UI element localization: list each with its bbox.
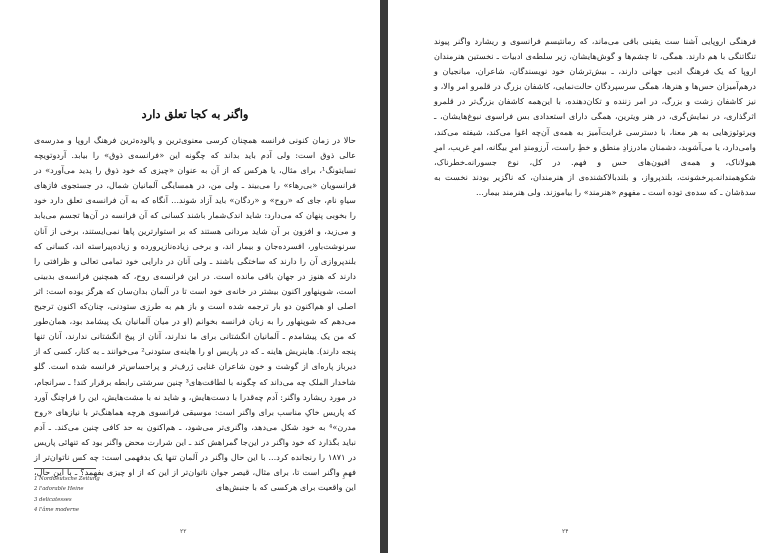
left-body-paragraph: حالا در زمان کنونی فرانسه همچنان کرسی معنوی‌ترین و پالوده‌ترین فرهنگ اروپا و مدرسه‌ی عالی ذوق است: ولی آدم باید بداند که چگونه این «فرانسه‌ی ذوق» را بیابد. آردوتویچه تسایتونگ¹، برای مثال، یا هرکس که از آن به عنوان «چیزی که خود ذوق را پدید می‌آورد» در فرانسویان «بی‌رهاء» را می‌بیند ـ ولی من، در همسایگی آلمانیان شمال، در جستجوی فازهای سیاهِ نام، جای که «روح» و «ردگان» باید آزاد شوند... آنگاه که به آن فرانسه‌ی تعلق دارد خود را بخوبی پنهان که می‌دارد: شاید اندک‌شمار باشند کسانی که آن فرانسه در آن‌ها تجسم می‌یابد و می‌زید، و افزون بر آن شاید مردانی هستند که بر استوارترین پاها نمی‌ایستند، برخی از آنان سرنوشت‌باور، افسرده‌جان و بیمار اند، و برخی زیاده‌نازپرورده و زیاده‌پیراسته اند، کسانی که بلندپروازی آن را دارند که ساختگی باشند ـ ولی آنان در دارایی خود تمامی تعالی و ظرافتی را دارند که هنوز در جهان باقی مانده است. در این فرانسه‌ی روح، که همچنین فرانسه‌ی بدبینی است، شوپنهاور اکنون بیشتر در خانه‌ی خود است تا در آلمان بدان‌سان که هرگز بوده است: اثر اصلی او هم‌اکنون دو بار ترجمه شده است و باز هم به طرزی ستودنی، چنان‌که اکنون ترجیح می‌دهم که شوپنهاور را به زبان فرانسه بخوانم (او در میان آلمانیان یک پیشامد بود، همان‌طور که من یک پیشامدم ـ آلمانیان انگشتانی برای ما ندارند، آنان از پیخ انگشتانی ندارند، آنان تنها پنجه دارند). هاینریش هاینه ـ که در پاریس او را هاینه‌ی ستودنی² می‌خوانند ـ به کنار، کسی که از دیرباز پاره‌ای از گوشت و خون شاعران غنایی ژرف‌تر و پراحساس‌تر فرانسه شده است. گلو شاخدار الملک چه می‌داند که چگونه با لطافت‌های³ چنین سرشتی رابطه برقرار کند! ـ سرانجام، در مورد ریشارد واگنر: آدم چه‌قدرا با دست‌هایش، و شاید نه با مشت‌هایش، این را فراچنگ آورد که پاریس خاکِ مناسب برای واگنر است: موسیقی فرانسوی هرچه هماهنگ‌تر با نیازهای «روح مدرن»⁴ به خود شکل می‌دهد، واگنری‌تر می‌شود، ـ هم‌اکنون به حد کافی چنین می‌کند. ـ آدم نباید بگذارد که خود واگنر در این‌جا گمراهش کند ـ این شرارت محض واگنر بود که تنهائی پاریس در ۱۸۷۱ را رنجانده کرد... با این حال واگنر در آلمان تنها یک بدفهمی است: چه کس ناتوان‌تر از فهمِ واگنر است تا، برای مثال، قیصر جوان ناتوان‌تر از این که از او چیزی بفهمد؟ ـ با این حال، این واقعیت برای هرکسی که با جنبش‌های [34, 135, 357, 493]
footnote-divider [34, 468, 96, 469]
book-gutter [380, 0, 388, 553]
footnote-1: 1 Norddeutsche Zeitung [34, 476, 100, 482]
footnote-3: 3 delicatesses [34, 496, 72, 503]
right-page-body [434, 34, 756, 200]
right-body-paragraph: فرهنگی اروپایی آشنا ست یقینی باقی می‌ماند، که رمانتیسم فرانسوی و ریشارد واگنر پیوند تنگاتنگی با هم دارند. همگی، تا چشم‌ها و گوش‌هایشان، زیر سلطه‌ی ادبیات ـ نخستین هنرمندان اروپا که یک فرهنگ ادبی جهانی دارند، ـ بیش‌ترشان خود نویسندگان، شاعران، میانجیان و درهم‌آمیزان حس‌ها و هنرها، همگی سرسپردگان حالت‌نمایی، کاشفان بزرگ در قلمرو امر والا، و نیز کاشفان زشت و بزرگ، در امر زننده و تکان‌دهنده، با این‌همه کاشفان بزرگ‌تر در قلمرو اثرگذاری، در نمایش‌گری، در هنر ویترین، همگی دارای استعدادی بس فراسوی نبوغ‌هایشان، ـ ویرتوئوزهایی به هر معنا، با دسترسی غرابت‌آمیز به همه‌ی آن‌چه اغوا می‌کند، شیفته می‌کند، وامی‌دارد، یا می‌آشوبد، دشمنان مادرزادِ منطق و خطِ راست، آرزومندِ امرِ بیگانه، امرِ غریب، امرِ هیولاناک، و همه‌ی افیون‌های حس و فهم. در کل، نوع جسورانه‌ـ‌خطرناک، شکوهمندانه‌ـ‌پرخشونت، بلندپرواز، و بلندبالاکشنده‌ی از هنرمندان، که ناگزیر بودند نخست به سدهٔ‌شان ـ که سده‌ی توده است ـ مفهوم «هنرمند» را بیاموزند. ولی هنرمند بیمار... [434, 36, 756, 197]
footnote-2: 2 l'adorable Heine [34, 486, 84, 493]
left-page [0, 0, 380, 553]
left-page-body [34, 133, 356, 495]
left-page-number: ۲۲ [180, 528, 187, 535]
right-page-number: ۲۴ [562, 528, 569, 535]
footnotes [34, 474, 184, 515]
footnote-4: 4 l'âme moderne [34, 506, 80, 513]
chapter-heading: واگنر به کجا تعلق دارد [141, 107, 249, 121]
